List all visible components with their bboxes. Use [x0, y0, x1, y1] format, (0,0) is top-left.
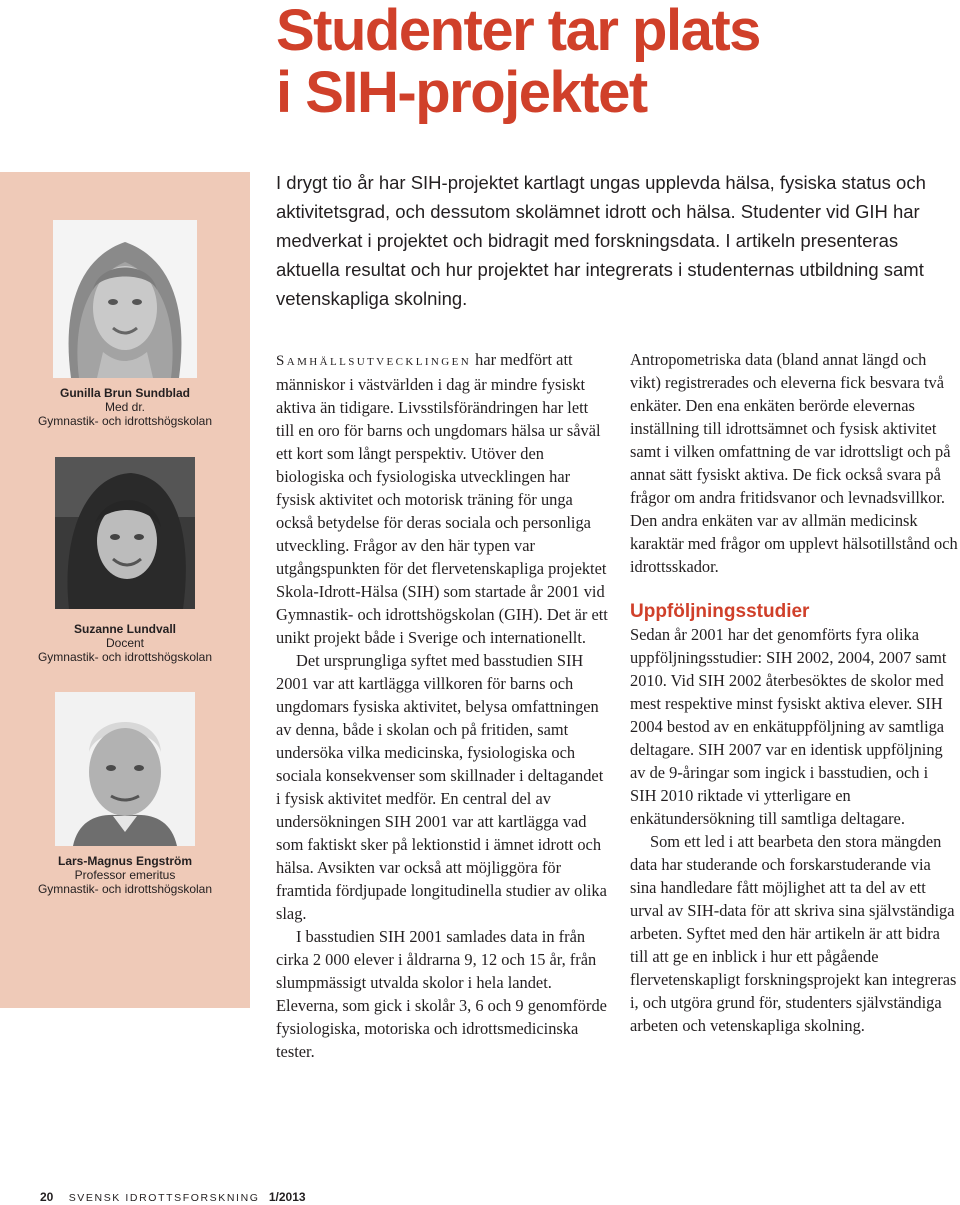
author-name: Gunilla Brun Sundblad: [60, 386, 190, 400]
paragraph-text: har medfört att människor i västvärlden i dag är mindre fysiskt aktiva än tidigare. Livsstilsförändringen har lett till en oro för barns och ungdomars hälsa ur såväl ett kort som långt perspektiv. Utöver den biologiska och fysiologiska utvecklingen har fysisk aktivitet och motorisk träning för unga också betydelse för deras sociala och personliga utveckling. Frågor av den här typen var utgångspunkten för det flervetenskapliga projektet Skola-Idrott-Hälsa (SIH) som startade år 2001 vid Gymnastik- och idrottshögskolan (GIH). Det är ett unikt projekt både i Sverige och internationellt.: [276, 350, 608, 647]
author-name: Suzanne Lundvall: [73, 622, 176, 636]
author-title: Professor emeritus: [74, 868, 176, 882]
opening-words: Samhällsutvecklingen: [276, 353, 472, 369]
author-caption-1: [0, 386, 250, 428]
page-footer: [40, 1190, 306, 1204]
article-title: [276, 0, 956, 124]
title-line-1: Studenter tar plats: [276, 0, 760, 63]
author-caption-2: [0, 622, 250, 664]
author-title: Docent: [105, 636, 145, 650]
section-heading: Uppföljningsstudier: [630, 601, 810, 622]
lead-paragraph: I drygt tio år har SIH-projektet kartlagt ungas upplevda hälsa, fysiska status och aktivitetsgrad, och dessutom skolämnet idrott och hälsa. Studenter vid GIH har medverkat i projektet och bidragit med forskningsdata. I artikeln presenteras aktuella resultat och hur projektet har integrerats i studenternas utbildning samt vetenskapliga skolning.: [276, 172, 926, 309]
author-photo-3: [55, 692, 195, 846]
author-affiliation: Gymnastik- och idrottshögskolan: [37, 414, 213, 428]
body-paragraph: [276, 348, 608, 649]
issue-number: 1/2013: [268, 1190, 306, 1204]
author-affiliation: Gymnastik- och idrottshögskolan: [37, 650, 213, 664]
title-line-2: i SIH-projektet: [276, 60, 647, 125]
author-name: Lars-Magnus Engström: [57, 854, 192, 868]
author-title: Med dr.: [104, 400, 146, 414]
body-paragraph: Som ett led i att bearbeta den stora mängden data har studerande och forskarstuderande via sina handledare fått möjlighet att ta del av ett urval av SIH-data för att skriva sina självständiga arbeten. Syftet med den här artikeln är att bidra till att ge en inblick i hur ett pågående flervetenskapligt forskningsprojekt kan integreras i, och utgöra grund för, studenters självständiga arbeten och vetenskapliga skolning.: [630, 832, 957, 1035]
body-paragraph: Antropometriska data (bland annat längd och vikt) registrerades och eleverna fick besvara två enkäter. Den ena enkäten berörde elevernas inställning till idrottsämnet och fysisk aktivitet samt i vilken omfattning de var idrottsligt och på annat sätt fysiskt aktiva. De fick också svara på frågor om andra fritidsvanor och levnadsvillkor. Den andra enkäten var av allmän medicinsk karaktär med frågor om upplevt hälsotillstånd och idrottsskador.: [630, 350, 958, 576]
author-photo-1: [53, 220, 197, 378]
body-column-1: [276, 348, 608, 1063]
page-number: 20: [40, 1190, 54, 1204]
magazine-name: SVENSK IDROTTSFORSKNING: [68, 1192, 260, 1204]
author-photo-2: [55, 457, 195, 609]
author-sidebar: [0, 172, 250, 1008]
body-column-2: [630, 348, 958, 1037]
author-caption-3: [0, 854, 250, 896]
body-paragraph: Det ursprungliga syftet med basstudien SIH 2001 var att kartlägga villkoren för barns och ungdomars fysiska aktivitet, belysa omfattningen av denna, både i skolan och på fritiden, samt undersöka vilka medicinska, fysiologiska och sociala konsekvenser som skillnader i deltagandet i fysisk aktivitet medför. En central del av undersökningen SIH 2001 var att kartlägga vad som faktiskt sker på lektionstid i ämnet idrott och hälsa. Avsikten var också att möjliggöra för framtida fördjupade longitudinella studier av olika slag.: [276, 651, 607, 923]
body-paragraph: Sedan år 2001 har det genomförts fyra olika uppföljningsstudier: SIH 2002, 2004, 2007 samt 2010. Vid SIH 2002 återbesöktes de skolor med mest respektive minst fysiskt aktiva elever. SIH 2004 bestod av en enkätuppföljning av samtliga deltagare. SIH 2007 var en identisk uppföljning av de 9-åringar som ingick i basstudien, och i SIH 2010 riktade vi ytterligare en enkätundersökning till samtliga deltagare.: [630, 625, 947, 828]
author-affiliation: Gymnastik- och idrottshögskolan: [37, 882, 213, 896]
body-paragraph: I basstudien SIH 2001 samlades data in från cirka 2 000 elever i åldrarna 9, 12 och 15 år, från slumpmässigt utvalda skolor i hela landet. Eleverna, som gick i skolår 3, 6 och 9 genomförde fysiologiska, motoriska och idrottsmedicinska tester.: [276, 927, 607, 1061]
